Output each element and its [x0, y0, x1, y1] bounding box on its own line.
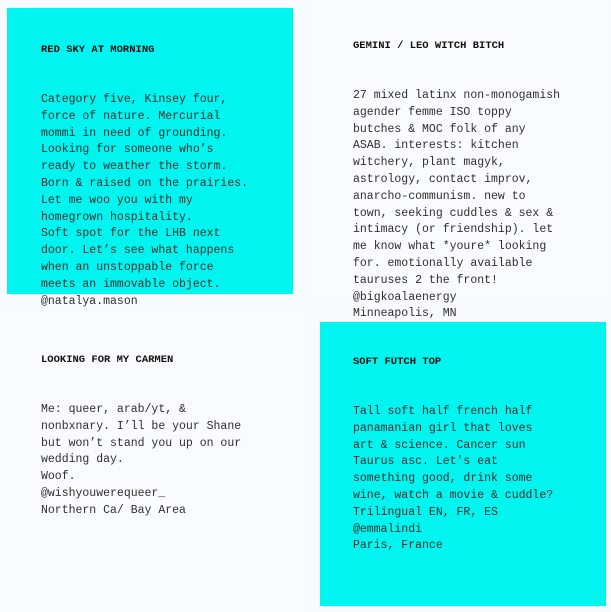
ad-text-line: wedding day.: [41, 453, 124, 467]
ad-text-line: @bigkoalaenergy: [353, 290, 457, 304]
ad-text-line: Looking for someone who’s: [41, 143, 214, 157]
ad-text-line: Paris, France: [353, 539, 443, 553]
ad-text-line: force of nature. Mercurial: [41, 109, 221, 123]
ad-title: SOFT FUTCH TOP: [353, 355, 442, 368]
ad-text-line: town, seeking cuddles & sex &: [353, 206, 554, 220]
ad-text-line: Soft spot for the LHB next: [41, 227, 221, 241]
ad-content: [41, 8, 248, 361]
ad-body: [353, 88, 560, 323]
ad-text-line: witchery, plant magyk,: [353, 156, 505, 170]
ad-title: LOOKING FOR MY CARMEN: [41, 353, 174, 366]
ad-text-line: Northern Ca/ Bay Area: [41, 503, 186, 517]
ad-text-line: @wishyouwerequeer_: [41, 486, 166, 500]
ad-text-line: door. Let’s see what happens: [41, 244, 235, 258]
personal-ad-card: [320, 322, 606, 606]
ad-text-line: tauruses 2 the front!: [353, 273, 498, 287]
ad-content: [353, 320, 553, 589]
ad-text-line: butches & MOC folk of any: [353, 122, 526, 136]
ad-text-line: anarcho-communism. new to: [353, 189, 526, 203]
ad-text-line: Born & raised on the prairies.: [41, 176, 249, 190]
ad-text-line: mommi in need of grounding.: [41, 126, 228, 140]
ad-text-line: something good, drink some: [353, 472, 533, 486]
ad-text-line: homegrown hospitality.: [41, 210, 193, 224]
ad-text-line: but won’t stand you up on our: [41, 436, 242, 450]
ad-text-line: when an unstoppable force: [41, 260, 214, 274]
ad-text-line: wine, watch a movie & cuddle?: [353, 488, 554, 502]
ad-title: GEMINI / LEO WITCH BITCH: [353, 39, 505, 52]
ad-text-line: Woof.: [41, 470, 76, 484]
personal-ad-card: [0, 310, 306, 612]
ad-text-line: 27 mixed latinx non-monogamish: [353, 88, 561, 102]
ad-text-line: ASAB. interests: kitchen: [353, 139, 519, 153]
ad-text-line: me know what *youre* looking: [353, 240, 547, 254]
personal-ad-card: [7, 8, 293, 308]
ad-text-line: Me: queer, arab/yt, &: [41, 402, 186, 416]
ad-title: RED SKY AT MORNING: [41, 43, 155, 56]
ad-text-line: Let me woo you with my: [41, 193, 193, 207]
ad-text-line: panamanian girl that loves: [353, 421, 533, 435]
ad-text-line: ready to weather the storm.: [41, 160, 228, 174]
ad-text-line: agender femme ISO toppy: [353, 105, 512, 119]
ad-text-line: Tall soft half french half: [353, 404, 533, 418]
ad-text-line: astrology, contact improv,: [353, 172, 533, 186]
ad-content: [353, 4, 560, 357]
ad-text-line: Taurus asc. Let's eat: [353, 455, 498, 469]
ad-text-line: nonbxnary. I’ll be your Shane: [41, 419, 242, 433]
ad-text-line: @natalya.mason: [41, 294, 138, 308]
ad-text-line: meets an immovable object.: [41, 277, 221, 291]
ad-body: [41, 92, 248, 327]
ad-text-line: Category five, Kinsey four,: [41, 92, 228, 106]
ad-text-line: Trilingual EN, FR, ES: [353, 505, 498, 519]
personal-ad-card: [307, 0, 607, 321]
ad-text-line: @emmalindi: [353, 522, 423, 536]
ad-text-line: art & science. Cancer sun: [353, 438, 526, 452]
ad-content: [41, 318, 241, 553]
ad-text-line: for. emotionally available: [353, 256, 533, 270]
ad-body: [353, 404, 553, 555]
ad-body: [41, 402, 241, 520]
ad-text-line: Minneapolis, MN: [353, 307, 457, 321]
ad-text-line: intimacy (or friendship). let: [353, 223, 554, 237]
